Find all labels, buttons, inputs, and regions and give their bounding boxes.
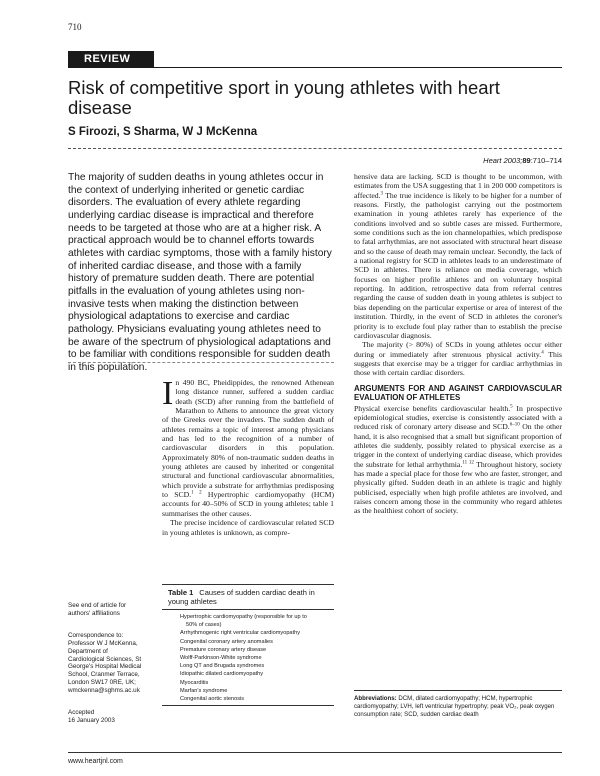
incidence-paragraph: The precise incidence of cardiovascular related SCD in young athletes is unknown, as compre- bbox=[162, 518, 334, 537]
drop-cap: I bbox=[162, 375, 174, 412]
table-row: Wolff-Parkinson-White syndrome bbox=[180, 655, 262, 662]
table-row: Long QT and Brugada syndromes bbox=[180, 663, 265, 670]
article-title: Risk of competitive sport in young athletes with heart disease bbox=[68, 77, 500, 118]
incidence-continued-paragraph: hensive data are lacking. SCD is thought to be uncommon, with estimates from the USA suggesting that 1 in 200 000 competitors is affected.$^3$ The true incidence is likely to be higher for a number of reasons. Firstly, the pathologist carrying out the postmortem examination in young athletes rarely has experience of the conditions involved and so subtle cases are missed. Furthermore, some conditions such as the ion channelopathies, which predispose to fatal arrhythmias, are not associated with structural heart disease and so the cause of death may remain unclear. Secondly, the lack of a national registry for SCD in athletes leads to an underestimate of SCD in athletes. There is reliance on media coverage, which focuses on higher profile athletes and on voluntary hospital reporting. In addition, retrospective data from referral centres regarding the cause of sudden death in young athletes is subject to bias depending on the particular expertise or area of interest of the institution. Thirdly, in the event of SCD in athletes the coroner's priority is to exclude foul play rather than to establish the precise cardiovascular diagnosis. bbox=[354, 172, 562, 340]
section-rule bbox=[68, 67, 562, 68]
body-column-right bbox=[354, 172, 562, 516]
correspondence-line: Professor W J McKenna, bbox=[68, 639, 138, 647]
footer-url[interactable]: www.heartjnl.com bbox=[68, 758, 123, 765]
correspondence-line: School, Cranmer Terrace, bbox=[68, 671, 140, 679]
correspondence-line: George's Hospital Medical bbox=[68, 663, 142, 671]
table-1-caption: Table 1 Causes of sudden cardiac death in young athletes bbox=[162, 584, 334, 610]
table-row: 50% of cases) bbox=[186, 622, 222, 629]
arguments-paragraph: Physical exercise benefits cardiovascular health.$^5$ In prospective epidemiological studies, exercise is consistently associated with a reduced risk of coronary artery disease and SCD.$^{6-10}$ On the other hand, it is also recognised that a small but significant proportion of athletes die suddenly, possibly related to physical exercise as a trigger in the context of underlying cardiac disease, which provides the substrate for lethal arrhythmia.$^{11 12}$ Throughout history, society has made a special place for those few who are faster, stronger, and physically gifted. Sudden death in an athlete is tragic and highly publicised, especially when high profile athletes are involved, and raises concern among those in the community who regard athletes as the healthiest cohort of society. bbox=[354, 403, 562, 516]
table-row: Myocarditis bbox=[180, 679, 209, 686]
activity-paragraph: The majority (> 80%) of SCDs in young athletes occur either during or immediately after strenuous physical activity.$^4$ This suggests that exercise may be a trigger for cardiac arrhythmias in those with certain cardiac disorders. bbox=[354, 340, 563, 378]
abbreviations-box bbox=[354, 690, 562, 719]
section-heading: ARGUMENTS FOR AND AGAINST CARDIOVASCULAR EVALUATION OF ATHLETES bbox=[354, 383, 562, 403]
abstract: The majority of sudden deaths in young athletes occur in the context of underlying inherited or genetic cardiac disorders. The evaluation of every athlete regarding underlying cardiac disease is impractical and therefore needs to be targeted at those who are at a higher risk. A practical approach would be to channel efforts towards athletes with cardiac symptoms, those with a family history of inherited cardiac disease, and those with a family history of premature sudden death. There are potential pitfalls in the evaluation of young athletes using non-invasive tests when making the distinction between physiological adaptations to exercise and cardiac pathology. Physicians evaluating young athletes need to be aware of the spectrum of physiological adaptations and to be familiar with conditions responsible for sudden death in this population. bbox=[68, 172, 332, 373]
correspondence-email[interactable]: wmckenna@sghms.ac.uk bbox=[68, 687, 140, 695]
abbreviations-text: DCM, dilated cardiomyopathy; HCM, hypertrophic cardiomyopathy; LVH, left ventricular hypertrophy; peak VO₂, peak oxygen consumption rate; SCD, sudden cardiac death bbox=[354, 695, 555, 718]
citation-volume: 89 bbox=[522, 156, 531, 165]
table-row: Hypertrophic cardiomyopathy (responsible for up to bbox=[180, 614, 307, 620]
table-row: Congenital aortic stenosis bbox=[180, 696, 245, 703]
correspondence-line: Cardiological Sciences, St bbox=[68, 655, 142, 663]
article-sidebar bbox=[68, 602, 148, 725]
accepted-date: 16 January 2003 bbox=[68, 716, 115, 724]
citation-journal: Heart 2003; bbox=[483, 156, 523, 165]
table-1-bottom-rule bbox=[162, 705, 334, 706]
table-1 bbox=[162, 584, 334, 706]
table-row: Congenital coronary artery anomalies bbox=[180, 638, 273, 645]
abbreviations-label: Abbreviations: bbox=[354, 695, 397, 702]
article-authors: S Firoozi, S Sharma, W J McKenna bbox=[68, 126, 258, 138]
table-row: Arrhythmogenic right ventricular cardiomyopathy bbox=[180, 630, 301, 637]
intro-paragraph: In 490 BC, Pheidippides, the renowned Athenean long distance runner, suffered a sudden cardiac death (SCD) after running from the battlefield of Marathon to Athens to announce the great victory of the Greeks over the invaders. The sudden death of athletes remains a topic of interest among physicians and has led to the recognition of a number of cardiovascular disorders in this population. Approximately 80% of non-traumatic sudden deaths in young athletes are caused by inherited or congenital structural and functional cardiovascular abnormalities, which provide a substrate for arrhythmias predisposing to SCD.$^{1 2}$ Hypertrophic cardiomyopathy (HCM) accounts for 40–50% of SCD in young athletes; table 1 summarises the other causes. bbox=[162, 375, 335, 518]
body-column-left bbox=[162, 375, 335, 537]
correspondence-label: Correspondence to: bbox=[68, 631, 124, 639]
accepted-label: Accepted bbox=[68, 709, 95, 717]
page-number: 710 bbox=[68, 22, 82, 32]
abstract-divider bbox=[68, 362, 334, 363]
table-row: Idiopathic dilated cardiomyopathy bbox=[180, 671, 264, 678]
correspondence-line: London SW17 0RE, UK; bbox=[68, 679, 136, 687]
citation bbox=[483, 156, 562, 165]
affiliations-note: See end of article for authors' affiliations bbox=[68, 602, 127, 617]
table-1-rows bbox=[162, 610, 334, 703]
correspondence-line: Department of bbox=[68, 647, 108, 655]
footer-rule bbox=[68, 752, 562, 753]
table-row: Marfan's syndrome bbox=[180, 687, 228, 694]
header-divider bbox=[68, 148, 562, 149]
section-badge: REVIEW bbox=[68, 51, 154, 68]
table-row: Premature coronary artery disease bbox=[180, 646, 267, 653]
citation-pages: :710–714 bbox=[530, 156, 562, 165]
